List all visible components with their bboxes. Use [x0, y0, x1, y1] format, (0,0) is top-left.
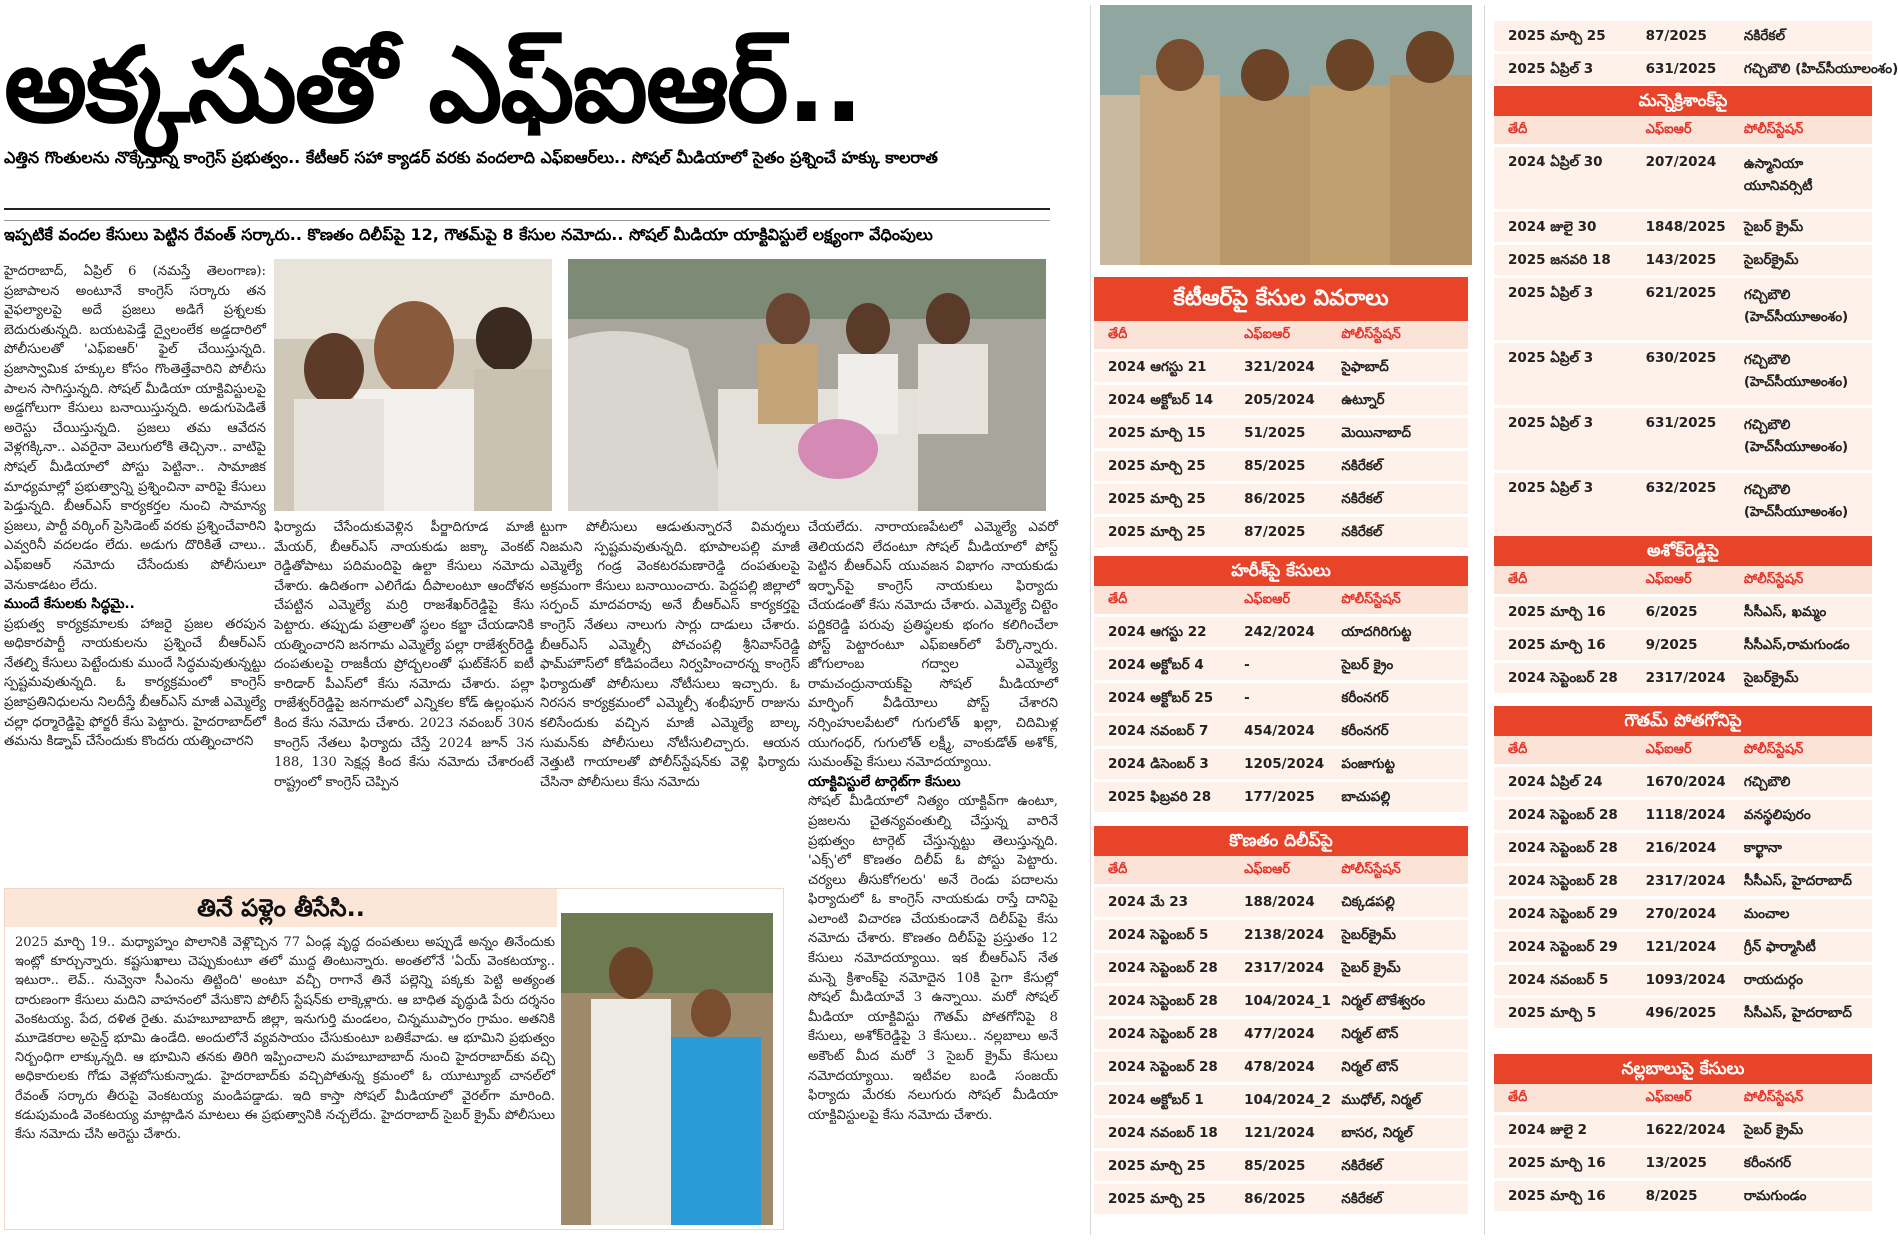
- dileep-rows: [1094, 884, 1468, 1214]
- cell-fir: 478/2024: [1244, 1059, 1315, 1075]
- cell-date: 2024 జులై 30: [1508, 219, 1597, 235]
- table-row: [1094, 382, 1468, 415]
- header-ps: పోలీస్‌స్టేషన్: [1341, 592, 1401, 607]
- cell-ps: బాసర, నిర్మల్: [1341, 1125, 1413, 1141]
- deck-line-1: ఎత్తిన గొంతులను నొక్కేస్తున్న కాంగ్రెస్ ప్రభుత్వం.. కేటీఆర్ సహా క్యాడర్ వరకు వందలాది ఎఫ్‌ఐఆర్‌లు.. సోషల్ మీడియాలో సైతం ప్రశ్నించే హక్కు కాలరాత: [4, 148, 938, 167]
- nallabalu-table-title: నల్లబాలుపై కేసులు: [1494, 1054, 1872, 1084]
- cell-date: 2024 అక్టోబర్ 1: [1108, 1092, 1204, 1108]
- cell-fir: 1093/2024: [1645, 972, 1726, 988]
- table-row: [1494, 929, 1872, 962]
- header-fir: ఎఫ్‌ఐఆర్: [1645, 1090, 1692, 1105]
- cell-date: 2024 అక్టోబర్ 14: [1108, 392, 1214, 408]
- cell-fir: 87/2025: [1244, 524, 1306, 540]
- cell-date: 2025 మార్చి 25: [1508, 28, 1606, 44]
- photo-police-officers: [1100, 5, 1472, 265]
- boxed-story: [4, 888, 784, 1230]
- cell-fir: 1205/2024: [1244, 756, 1325, 772]
- table-row: [1094, 647, 1468, 680]
- header-ps: పోలీస్‌స్టేషన్: [1743, 122, 1804, 137]
- cell-ps: సైబర్ క్రైం: [1341, 657, 1394, 673]
- header-date: తేదీ: [1508, 1090, 1528, 1105]
- cell-date: 2025 మార్చి 16: [1508, 604, 1606, 620]
- cell-date: 2025 మార్చి 25: [1108, 524, 1206, 540]
- cell-fir: 207/2024: [1645, 154, 1717, 170]
- box-text: [15, 933, 555, 1225]
- cell-date: 2024 సెప్టెంబర్ 28: [1108, 1059, 1218, 1075]
- continued-table: [1494, 18, 1898, 84]
- cell-ps: ఉట్నూర్: [1341, 392, 1385, 408]
- table-row: [1094, 680, 1468, 713]
- cell-date: 2025 మార్చి 25: [1108, 1191, 1206, 1207]
- cell-ps: సైబర్ క్రైమ్: [1743, 1122, 1804, 1138]
- cell-fir: 1848/2025: [1645, 219, 1726, 235]
- cell-fir: 143/2025: [1645, 252, 1717, 268]
- table-header: [1094, 321, 1468, 349]
- cell-ps: సీసీఎస్, హైదరాబాద్: [1743, 1005, 1852, 1021]
- cell-ps: గ్రీన్ ఫార్మాసిటీ: [1743, 939, 1816, 955]
- cell-ps: మంచాల: [1743, 906, 1790, 922]
- table-row: [1094, 1082, 1468, 1115]
- harish-rows: [1094, 614, 1468, 812]
- cell-fir: 2317/2024: [1645, 873, 1726, 889]
- table-row: [1494, 1112, 1872, 1145]
- table-row: [1494, 830, 1872, 863]
- table-header: [1494, 736, 1872, 764]
- photo-police-crowd: [568, 259, 1046, 511]
- cell-ps: నకిరేకల్: [1341, 1158, 1383, 1174]
- ashok-table-title: అశోక్‌రెడ్డిపై: [1494, 536, 1872, 566]
- cell-fir: 1118/2024: [1645, 807, 1726, 823]
- table-row: [1494, 797, 1872, 830]
- cell-fir: 477/2024: [1244, 1026, 1315, 1042]
- cell-ps: రాయదుర్గం: [1743, 972, 1803, 988]
- table-row: [1094, 448, 1468, 481]
- cell-date: 2025 మార్చి 25: [1108, 458, 1206, 474]
- col1-subhead: ముందే కేసులకు సిద్ధమై..: [4, 596, 135, 613]
- cell-date: 2024 సెప్టెంబర్ 28: [1108, 960, 1218, 976]
- cell-ps: కరీంనగర్: [1341, 723, 1389, 739]
- header-fir: ఎఫ్‌ఐఆర్: [1645, 572, 1692, 587]
- cell-fir: 631/2025: [1645, 61, 1717, 77]
- table-row: [1494, 144, 1872, 209]
- table-row: [1094, 983, 1468, 1016]
- cell-date: 2024 సెప్టెంబర్ 28: [1508, 807, 1618, 823]
- table-row: [1494, 995, 1872, 1028]
- table-row: [1494, 209, 1872, 242]
- cell-date: 2024 ఏప్రిల్ 30: [1508, 154, 1603, 170]
- cell-date: 2024 సెప్టెంబర్ 28: [1108, 993, 1218, 1009]
- cell-date: 2024 ఆగస్టు 21: [1108, 359, 1207, 375]
- dileep-cases-table: [1094, 826, 1468, 1214]
- cell-fir: 188/2024: [1244, 894, 1315, 910]
- col4-text: చేయలేదు. నారాయణపేటలో ఎమ్మెల్యే ఎవరో తెలియదని లేదంటూ సోషల్ మీడియాలో పోస్ట్ పెట్టిన బీఆర్‌ఎస్ యువజన విభాగం నాయకుడు ఇర్ఫాన్‌పై కాంగ్రెస్ నాయకులు ఫిర్యాదు చేయడంతో కేసు నమోదు చేశారు. ఎమ్మెల్యే చిట్టెం పర్ణికరెడ్డి పరువు ప్రతిష్ఠలకు భంగం కలిగించేలా పోస్ట్ పెట్టారంటూ ఎఫ్‌ఐఆర్‌లో పేర్కొన్నారు. జోగులాంబ గద్వాల ఎమ్మెల్యే రామచంద్రునాయక్‌పై సోషల్ మీడియాలో మార్ఫింగ్ వీడియోలు పోస్ట్ చేశారని నర్సింహులపేటలో గుగులోత్ ఖల్లా, చిదిమిళ్ల యుగంధర్, గుగులోత్ లక్ష్మీ, వాంకుడోత్ అశోక్, సుమంత్‌పై కేసులు నమోదయ్యాయి.: [808, 520, 1058, 771]
- krishank-rows: [1494, 144, 1872, 535]
- table-row: [1094, 746, 1468, 779]
- table-header: [1494, 566, 1872, 594]
- cell-date: 2024 మే 23: [1108, 894, 1189, 910]
- col1-text: హైదరాబాద్, ఏప్రిల్ 6 (నమస్తే తెలంగాణ): ప్రజాపాలన అంటూనే కాంగ్రెస్ సర్కారు తన వైఫల్యాలపై అదే ప్రజలు అడిగే ప్రశ్నలకు బెదురుతున్నది. బయటపెడ్తే ద్వైలంలేక అడ్డదారిలో పోలీసులతో 'ఎఫ్‌ఐఆర్' ఫైల్ చేయిస్తున్నది. ప్రజాస్వామిక హక్కుల కోసం గొంతెత్తేవారిని పోలీసు పాలన సాగిస్తున్నది. సోషల్ మీడియా యాక్టివిస్టులపై అడ్డగోలుగా కేసులు బనాయిస్తున్నది. అడుగుపెడితే అరెస్టు చేయిస్తున్నది. ప్రజలు తమ ఆవేదన వెళ్లగక్కినా.. ఎవరైనా వెలుగులోకి తెచ్చినా.. వాటిపై సోషల్ మీడియాలో పోస్టు పెట్టినా.. సామాజిక మాధ్యమాల్లో ప్రభుత్వాన్ని ప్రశ్నించినా వారిపై కేసులు పెడ్తున్నది. బీఆర్‌ఎస్ కార్యకర్తల నుంచి సామాన్య ప్రజలు, పార్టీ వర్కింగ్ ప్రెసిడెంట్ వరకు ప్రశ్నించేవారిని ఎవ్వరినీ వదలడం లేదు. అడుగు దొరికితే చాలు.. ఎఫ్‌ఐఆర్ నమోదు చేసేందుకు పోలీసులూ వెనుకాడటం లేదు.: [4, 264, 266, 593]
- table-row: [1094, 779, 1468, 812]
- ktr-table-title: కేటీఆర్‌పై కేసుల వివరాలు: [1094, 277, 1468, 321]
- cell-date: 2025 ఏప్రిల్ 3: [1508, 415, 1594, 431]
- header-fir: ఎఫ్‌ఐఆర్: [1645, 122, 1692, 137]
- cell-ps: నకిరేకల్: [1341, 1191, 1383, 1207]
- cell-ps: కార్ఖానా: [1743, 840, 1782, 856]
- cell-fir: 630/2025: [1645, 350, 1717, 366]
- cell-ps: యాదగిరిగుట్ట: [1341, 624, 1412, 640]
- table-row: [1094, 713, 1468, 746]
- gautham-cases-table: [1494, 706, 1872, 1028]
- cell-fir: 270/2024: [1645, 906, 1717, 922]
- photo-leader-arrest: [274, 259, 552, 511]
- cell-date: 2024 సెప్టెంబర్ 29: [1508, 906, 1618, 922]
- cell-fir: 104/2024_1: [1244, 993, 1331, 1009]
- col2-text: ఫిర్యాదు చేసేందుకువెళ్లిన పీర్జాదిగూడ మాజీ మేయర్, బీఆర్‌ఎస్ నాయకుడు జక్కా వెంకట్ రెడ్డితోపాటు పదిమందిపై ఉల్టా కేసులు నమోదు చేశారు. ఉదితంగా ఎలిగేడు దీపాలంటూ ఆందోళన చేపట్టిన ఎమ్మెల్యే మర్రి రాజశేఖర్‌రెడ్డిపై కేసు పెట్టారు. తప్పుడు పత్రాలతో స్థలం కబ్జా చేయడానికి యత్నించారని జనగామ ఎమ్మెల్యే పల్లా రాజేశ్వర్‌రెడ్డి దంపతులపై రాజకీయ ప్రోద్బలంతో ఘట్‌కేసర్ ఐటీ కారిడార్ పీఎస్‌లో కేసు నమోదు చేశారు. పల్లా రాజేశ్వర్‌రెడ్డిపై జనగామలో ఎన్నికల కోడ్ ఉల్లంఘన కింద కేసు నమోదు చేశారు. 2023 నవంబర్ 30న కాంగ్రెస్ నేతలు ఫిర్యాదు చేస్తే 2024 జూన్ 3న 188, 130 సెక్షన్ల కింద కేసు నమోదు చేశారంటే రాష్ట్రంలో కాంగ్రెస్ చెప్పిన: [274, 520, 534, 790]
- article-column-4: [808, 518, 1058, 1232]
- cell-fir: 496/2025: [1645, 1005, 1717, 1021]
- cell-fir: 1622/2024: [1645, 1122, 1726, 1138]
- deck-line-2: ఇప్పటికే వందల కేసులు పెట్టిన రేవంత్ సర్కారు.. కొణతం దిలీప్‌పై 12, గౌతమ్‌పై 8 కేసుల నమోదు.. సోషల్ మీడియా యాక్టివిస్టులే లక్ష్యంగా వేధింపులు: [4, 220, 1050, 248]
- cell-date: 2024 సెప్టెంబర్ 29: [1508, 939, 1618, 955]
- cell-ps: గచ్చిబౌలి (హెచ్‌సీయూఅంశం): [1743, 287, 1849, 325]
- cell-ps: గచ్చిబౌలి: [1743, 774, 1791, 790]
- cell-fir: -: [1244, 657, 1250, 673]
- table-row: [1094, 481, 1468, 514]
- harish-table-title: హరీశ్‌పై కేసులు: [1094, 556, 1468, 586]
- cell-fir: 2317/2024: [1645, 670, 1726, 686]
- table-row: [1494, 627, 1872, 660]
- header-date: తేదీ: [1108, 327, 1128, 342]
- cell-fir: 121/2024: [1244, 1125, 1315, 1141]
- ashok-cases-table: [1494, 536, 1872, 693]
- header-fir: ఎఫ్‌ఐఆర్: [1244, 327, 1291, 342]
- nallabalu-cases-table: [1494, 1054, 1872, 1211]
- cell-ps: సైబర్‌క్రైమ్: [1743, 670, 1799, 686]
- cell-ps: గచ్చిబౌలి (హెచ్‌సీయూఅంశం): [1743, 482, 1849, 520]
- cell-date: 2025 మార్చి 15: [1108, 425, 1206, 441]
- cell-date: 2025 మార్చి 16: [1508, 637, 1606, 653]
- cell-ps: నిర్మల్ టౌకేశ్వరం: [1341, 993, 1426, 1009]
- cell-fir: 177/2025: [1244, 789, 1315, 805]
- cell-date: 2025 మార్చి 16: [1508, 1155, 1606, 1171]
- col1-text-b: ప్రభుత్వ కార్యక్రమాలకు హాజరై ప్రజల తరపున అధికారపార్టీ నాయకులను ప్రశ్నించే బీఆర్‌ఎస్ నేతల్ని కేసులు పెట్టేందుకు ముందే సిద్ధమవుతున్నట్టు స్పష్టమవుతున్నది. ఓ కార్యక్రమంలో కాంగ్రెస్ ప్రజాప్రతినిధులను నిలదీస్తే బీఆర్‌ఎస్ మాజీ ఎమ్మెల్యే చల్లా ధర్మారెడ్డిపై ఫోర్జరీ కేసు పెట్టారు. హైదరాబాద్‌లో తమను కిడ్నాప్ చేసేందుకు కొందరు యత్నించారని: [4, 616, 266, 750]
- cell-date: 2024 అక్టోబర్ 4: [1108, 657, 1204, 673]
- cell-date: 2024 సెప్టెంబర్ 28: [1108, 1026, 1218, 1042]
- header-ps: పోలీస్‌స్టేషన్: [1341, 862, 1401, 877]
- table-header: [1494, 1084, 1872, 1112]
- photo-elderly-couple: [561, 913, 773, 1225]
- table-row: [1494, 1145, 1872, 1178]
- cell-ps: సీసీఎస్, హైదరాబాద్: [1743, 873, 1852, 889]
- cell-date: 2025 మార్చి 25: [1108, 491, 1206, 507]
- gautham-rows: [1494, 764, 1872, 1028]
- header-ps: పోలీస్‌స్టేషన్: [1743, 1090, 1804, 1105]
- table-header: [1494, 116, 1872, 144]
- cell-ps: ముధోల్, నిర్మల్: [1341, 1092, 1422, 1108]
- table-row: [1094, 1148, 1468, 1181]
- cell-date: 2024 డిసెంబర్ 3: [1108, 756, 1209, 772]
- cell-date: 2025 ఏప్రిల్ 3: [1508, 480, 1594, 496]
- cell-date: 2024 జులై 2: [1508, 1122, 1588, 1138]
- continued-rows: [1494, 18, 1898, 84]
- cell-date: 2024 సెప్టెంబర్ 28: [1508, 670, 1618, 686]
- header-fir: ఎఫ్‌ఐఆర్: [1244, 592, 1291, 607]
- cell-fir: 86/2025: [1244, 1191, 1306, 1207]
- cell-fir: 454/2024: [1244, 723, 1315, 739]
- cell-fir: 9/2025: [1645, 637, 1698, 653]
- table-row: [1494, 764, 1872, 797]
- cell-date: 2024 నవంబర్ 7: [1108, 723, 1209, 739]
- table-row: [1094, 1049, 1468, 1082]
- cell-ps: సైబర్ క్రైమ్: [1341, 960, 1401, 976]
- header-date: తేదీ: [1508, 742, 1528, 757]
- header-ps: పోలీస్‌స్టేషన్: [1341, 327, 1401, 342]
- col4-text-b: సోషల్ మీడియాలో నిత్యం యాక్టివ్‌గా ఉంటూ, ప్రజలను చైతన్యవంతుల్ని చేస్తున్న వారినే ప్రభుత్వం టార్గెట్ చేస్తున్నట్టు తెలుస్తున్నది. 'ఎక్స్'లో కొణతం దిలీప్ ఓ పోస్టు పెట్టారు. చర్యలు తీసుకోగలరు' అనే రెండు పదాలను ఫిర్యాదులో ఓ కాంగ్రెస్ నాయకుడు రాస్తే దానిపై ఎలాంటి విచారణ చేయకుండానే దిలీప్‌పై కేసు నమోదు చేశారు. కొణతం దిలీప్‌పై ప్రస్తుతం 12 కేసులు నమోదయ్యాయి. ఇక బీఆర్‌ఎస్ నేత మన్నె క్రిశాంక్‌పై నమోదైన 10కి పైగా కేసుల్లో సోషల్ మీడియావే 3 ఉన్నాయి. మరో సోషల్ మీడియా యాక్టివిస్టు గౌతమ్ పోతగోనిపై 8 కేసులు, అశోక్‌రెడ్డిపై 3 కేసులు.. నల్లబాలు అనే అకౌంట్ మీద మరో 3 సైబర్ క్రైమ్ కేసులు నమోదయ్యాయి. ఇటీవల బండి సంజయ్ ఫిర్యాదు మేరకు నలుగురు సోషల్ మీడియా యాక్టివిస్టులపై కేసు నమోదు చేశారు.: [808, 794, 1058, 1123]
- cell-ps: నిర్మల్ టౌన్: [1341, 1026, 1399, 1042]
- cell-fir: -: [1244, 690, 1250, 706]
- cell-fir: 13/2025: [1645, 1155, 1707, 1171]
- cell-fir: 51/2025: [1244, 425, 1306, 441]
- cell-date: 2025 ఏప్రిల్ 3: [1508, 61, 1594, 77]
- cell-ps: ఉస్మానియా యూనివర్సిటీ: [1743, 156, 1813, 194]
- col3-text: ట్టుగా పోలీసులు ఆడుతున్నారనే విమర్శలు నిజమని స్పష్టమవుతున్నది. భూపాలపల్లి మాజీ ఎమ్మెల్యే గండ్ర వెంకటరమణారెడ్డి దంపతులపై అక్రమంగా కేసులు బనాయించారు. పెద్దపల్లి జిల్లాలో సర్పంచ్ మాదవరావు అనే బీఆర్‌ఎస్ కార్యకర్తపై కాంగ్రెస్ నేతలు నాలుగు సార్లు దాడులు చేశారు. బీఆర్‌ఎస్ ఎమ్మెల్సీ పోచంపల్లి శ్రీనివాస్‌రెడ్డి ఫామ్‌హౌస్‌లో కోడిపందేలు నిర్వహించారన్న కాంగ్రెస్ ఫిర్యాదుతో పోలీసులు నోటీసులు ఇచ్చారు. ఓ నిరసన కార్యక్రమంలో ఎమ్మెల్సీ శంభీపూర్ రాజును కలిసేందుకు వచ్చిన మాజీ ఎమ్మెల్యే బాల్క సుమన్‌కు పోలీసులు నోటీసులిచ్చారు. ఆయన నెత్తుటి గాయాలతో పోలీస్‌స్టేషన్‌కు వెళ్లి ఫిర్యాదు చేసినా పోలీసులు కేసు నమోదు: [540, 520, 800, 790]
- table-row: [1494, 1178, 1872, 1211]
- cell-ps: వనస్థలిపురం: [1743, 807, 1811, 823]
- cell-date: 2024 నవంబర్ 18: [1108, 1125, 1218, 1141]
- table-row: [1494, 896, 1872, 929]
- cell-ps: సైబర్‌క్రైమ్: [1743, 252, 1799, 268]
- cell-ps: సీసీఎస్, ఖమ్మం: [1743, 604, 1827, 620]
- cell-fir: 85/2025: [1244, 458, 1306, 474]
- cell-fir: 85/2025: [1244, 1158, 1306, 1174]
- col4-subhead: యాక్టివిస్టులే టార్గెట్‌గా కేసులు: [808, 773, 961, 790]
- krishank-table-title: మన్నెక్రిశాంక్‌పై: [1494, 86, 1872, 116]
- table-row: [1494, 470, 1872, 535]
- harish-cases-table: [1094, 556, 1468, 812]
- header-date: తేదీ: [1508, 122, 1528, 137]
- cell-date: 2024 ఏప్రిల్ 24: [1508, 774, 1603, 790]
- cell-date: 2025 మార్చి 16: [1508, 1188, 1606, 1204]
- cell-ps: సైబర్‌క్రైమ్: [1341, 927, 1396, 943]
- header-ps: పోలీస్‌స్టేషన్: [1743, 742, 1804, 757]
- cell-fir: 2138/2024: [1244, 927, 1325, 943]
- cell-ps: నకిరేకల్: [1341, 458, 1383, 474]
- table-row: [1094, 1115, 1468, 1148]
- column-rule: [1484, 5, 1485, 1235]
- cell-ps: నకిరేకల్: [1341, 524, 1383, 540]
- table-row: [1094, 514, 1468, 547]
- cell-fir: 121/2024: [1645, 939, 1717, 955]
- cell-ps: కరీంనగర్: [1341, 690, 1389, 706]
- table-row: [1094, 1016, 1468, 1049]
- header-ps: పోలీస్‌స్టేషన్: [1743, 572, 1804, 587]
- cell-fir: 621/2025: [1645, 285, 1717, 301]
- cell-fir: 8/2025: [1645, 1188, 1698, 1204]
- cell-ps: సైఫాబాద్: [1341, 359, 1389, 375]
- table-row: [1094, 950, 1468, 983]
- cell-ps: గచ్చిబౌలి (హెచ్‌సీయూఅంశం): [1743, 417, 1849, 455]
- cell-ps: గచ్చిబౌలి (హిచ్‌సీయూలంశం): [1743, 61, 1898, 77]
- table-row: [1494, 242, 1872, 275]
- table-row: [1494, 340, 1872, 405]
- box-body: 2025 మార్చి 19.. మధ్యాహ్నం పొలానికి వెళ్లొచ్చిన 77 ఏండ్ల వృద్ధ దంపతులు అప్పుడే అన్నం తినేందుకు ఇంట్లో కూర్చున్నారు. కష్టసుఖాలు చెప్పుకుంటూ తలో ముద్ద తింటున్నారు. అంతలోనే 'ఏయ్ వెంకటయ్యా.. ఇటురా.. లెవ్.. నువ్వెనా సీఎంను తిట్టింది' అంటూ వచ్చీ రాగానే తినే పల్లెన్ని పక్కకు పెట్టి అత్యంత దారుణంగా కేసులు మదిని వాహనంలో వేసుకొని పోలీస్ స్టేషన్‌కు లాక్కెళ్లారు. ఆ బాధిత వృద్ధుడి పేరు దర్శనం వెంకటయ్య. పేద, దళిత రైతు. మహబూబాబాద్ జిల్లా, ఇనుగుర్తి మండలం, చిన్నముప్పారం గ్రామం. అతనికి మూడెకరాల అసైన్డ్ భూమి ఉండేది. అందులోనే వ్యవసాయం చేసుకుంటూ బతికేవాడు. ఆ భూమిని ప్రభుత్వం నిర్బంధిగా లాక్కున్నది. ఆ భూమిని తనకు తిరిగి ఇప్పించాలని మహబూబాబాద్ నుంచి హైదరాబాద్‌కు వచ్చి అధికారులకు గోడు వెళ్లబోసుకున్నాడు. హైదరాబాద్‌కు వచ్చిపోతున్న క్రమంలో ఓ యూట్యూబ్ చానల్‌లో రేవంత్ సర్కారు తీరుపై వెంకటయ్య మండిపడ్డాడు. ఇది కాస్తా సోషల్ మీడియాలో వైరల్‌గా మారింది. కడుపుమండి వెంకటయ్య మాట్లాడిన మాటలు ఈ ప్రభుత్వానికి నచ్చలేదు. హైదరాబాద్ సైబర్ క్రైమ్ పోలీసులు కేసు నమోదు చేసి అరెస్టు చేశారు.: [15, 935, 555, 1143]
- table-row: [1494, 275, 1872, 340]
- cell-ps: కరీంనగర్: [1743, 1155, 1792, 1171]
- cell-date: 2024 సెప్టెంబర్ 28: [1508, 873, 1618, 889]
- cell-date: 2024 నవంబర్ 5: [1508, 972, 1609, 988]
- cell-date: 2025 మార్చి 5: [1508, 1005, 1597, 1021]
- cell-fir: 631/2025: [1645, 415, 1717, 431]
- cell-date: 2025 ఏప్రిల్ 3: [1508, 285, 1594, 301]
- ktr-cases-table: [1094, 277, 1468, 547]
- cell-date: 2025 జనవరి 18: [1508, 252, 1611, 268]
- krishank-cases-table: [1494, 86, 1872, 535]
- table-header: [1094, 856, 1468, 884]
- cell-ps: సీసీఎస్,రామగుండం: [1743, 637, 1850, 653]
- cell-date: 2025 మార్చి 25: [1108, 1158, 1206, 1174]
- cell-fir: 87/2025: [1645, 28, 1707, 44]
- cell-ps: నకిరేకల్: [1743, 28, 1786, 44]
- article-column-1: [4, 262, 266, 872]
- cell-ps: నిర్మల్ టౌన్: [1341, 1059, 1399, 1075]
- cell-ps: పంజాగుట్ట: [1341, 756, 1395, 772]
- table-row: [1494, 18, 1872, 51]
- ashok-rows: [1494, 594, 1872, 693]
- box-title: తినే పళ్లెం తీసేసి..: [5, 889, 557, 927]
- header-date: తేదీ: [1508, 572, 1528, 587]
- cell-date: 2024 అక్టోబర్ 25: [1108, 690, 1214, 706]
- cell-ps: గచ్చిబౌలి (హెచ్‌సీయూఅంశం): [1743, 352, 1849, 390]
- cell-ps: మెయినాబాద్: [1341, 425, 1412, 441]
- cell-ps: రామగుండం: [1743, 1188, 1807, 1204]
- gautham-table-title: గౌతమ్ పోతగోనిపై: [1494, 706, 1872, 736]
- cell-date: 2024 సెప్టెంబర్ 28: [1508, 840, 1618, 856]
- cell-fir: 321/2024: [1244, 359, 1315, 375]
- nallabalu-rows: [1494, 1112, 1872, 1211]
- headline: అక్కసుతో ఎఫ్‌ఐఆర్..: [4, 24, 862, 146]
- header-date: తేదీ: [1108, 592, 1128, 607]
- dileep-table-title: కొణతం దిలీప్‌పై: [1094, 826, 1468, 856]
- cell-fir: 205/2024: [1244, 392, 1315, 408]
- cell-fir: 6/2025: [1645, 604, 1698, 620]
- ktr-rows: [1094, 349, 1468, 547]
- table-row: [1094, 917, 1468, 950]
- cell-fir: 86/2025: [1244, 491, 1306, 507]
- divider: [4, 208, 1050, 210]
- table-row: [1494, 863, 1872, 896]
- article-column-3: [540, 518, 800, 874]
- header-fir: ఎఫ్‌ఐఆర్: [1244, 862, 1291, 877]
- table-row: [1494, 660, 1872, 693]
- table-row: [1494, 594, 1872, 627]
- cell-ps: నకిరేకల్: [1341, 491, 1383, 507]
- article-column-2: [274, 518, 534, 874]
- table-row: [1094, 415, 1468, 448]
- table-row: [1494, 51, 1898, 84]
- table-row: [1094, 349, 1468, 382]
- table-row: [1494, 405, 1872, 470]
- table-row: [1494, 962, 1872, 995]
- table-header: [1094, 586, 1468, 614]
- cell-date: 2024 ఆగస్టు 22: [1108, 624, 1207, 640]
- cell-fir: 242/2024: [1244, 624, 1315, 640]
- cell-date: 2024 సెప్టెంబర్ 5: [1108, 927, 1209, 943]
- table-row: [1094, 1181, 1468, 1214]
- header-date: తేదీ: [1108, 862, 1128, 877]
- cell-ps: చిక్కడపల్లి: [1341, 894, 1395, 910]
- cell-date: 2025 ఏప్రిల్ 3: [1508, 350, 1594, 366]
- cell-ps: సైబర్ క్రైమ్: [1743, 219, 1804, 235]
- cell-fir: 1670/2024: [1645, 774, 1726, 790]
- table-row: [1094, 884, 1468, 917]
- column-rule: [1090, 5, 1091, 1235]
- cell-ps: బాచుపల్లి: [1341, 789, 1391, 805]
- cell-fir: 216/2024: [1645, 840, 1717, 856]
- header-fir: ఎఫ్‌ఐఆర్: [1645, 742, 1692, 757]
- cell-fir: 2317/2024: [1244, 960, 1325, 976]
- table-row: [1094, 614, 1468, 647]
- cell-fir: 104/2024_2: [1244, 1092, 1331, 1108]
- cell-date: 2025 ఫిబ్రవరి 28: [1108, 789, 1212, 805]
- cell-fir: 632/2025: [1645, 480, 1717, 496]
